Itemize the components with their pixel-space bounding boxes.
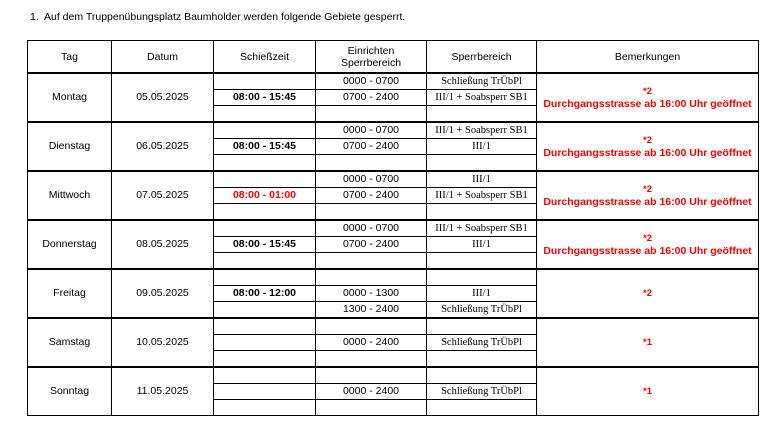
closure-area: III/1 <box>427 171 537 188</box>
firing-time-cell <box>214 400 316 416</box>
closure-area <box>427 253 537 270</box>
firing-time <box>214 335 316 351</box>
firing-time-cell <box>214 269 316 286</box>
remark-code: *1 <box>643 385 652 397</box>
firing-time: 08:00 - 12:00 <box>214 286 316 302</box>
remark-code: *2 <box>643 85 652 97</box>
header-bemerkungen: Bemerkungen <box>537 41 759 74</box>
setup-time <box>316 400 427 416</box>
firing-time: 08:00 - 01:00 <box>214 188 316 204</box>
remark-code: *2 <box>643 232 652 244</box>
setup-time <box>316 155 427 172</box>
day-date: 07.05.2025 <box>112 171 214 220</box>
remark-text: Durchgangsstrasse ab 16:00 Uhr geöffnet <box>543 244 752 257</box>
firing-time-cell <box>214 351 316 368</box>
setup-time: 0000 - 2400 <box>316 335 427 351</box>
firing-time-cell <box>214 367 316 384</box>
remark-code: *2 <box>643 134 652 146</box>
day-date: 10.05.2025 <box>112 318 214 367</box>
remark-text: Durchgangsstrasse ab 16:00 Uhr geöffnet <box>543 97 752 110</box>
remark-text: Durchgangsstrasse ab 16:00 Uhr geöffnet <box>543 146 752 159</box>
header-sperrbereich: Sperrbereich <box>427 41 537 74</box>
remark-cell <box>537 122 759 171</box>
day-name: Montag <box>28 73 112 122</box>
firing-time-cell <box>214 155 316 172</box>
setup-time: 0700 - 2400 <box>316 139 427 155</box>
firing-time-cell <box>214 302 316 319</box>
setup-time <box>316 204 427 221</box>
closure-area: Schließung TrÜbPl <box>427 73 537 90</box>
setup-time: 0000 - 0700 <box>316 171 427 188</box>
firing-time-cell <box>214 253 316 270</box>
remark-code: *2 <box>643 287 652 299</box>
closure-table <box>27 40 759 416</box>
table-row <box>28 73 759 90</box>
remark-cell <box>537 220 759 269</box>
firing-time: 08:00 - 15:45 <box>214 90 316 106</box>
setup-time <box>316 106 427 123</box>
closure-area <box>427 351 537 368</box>
table-row <box>28 269 759 286</box>
remark-cell <box>537 171 759 220</box>
intro-text: Auf dem Truppenübungsplatz Baumholder werden folgende Gebiete gesperrt. <box>44 11 406 23</box>
firing-time: 08:00 - 15:45 <box>214 139 316 155</box>
setup-time: 0700 - 2400 <box>316 188 427 204</box>
day-date: 06.05.2025 <box>112 122 214 171</box>
setup-time <box>316 351 427 368</box>
day-name: Dienstag <box>28 122 112 171</box>
remark-cell <box>537 73 759 122</box>
setup-time: 0000 - 0700 <box>316 122 427 139</box>
closure-area: III/1 + Soabsperr SB1 <box>427 220 537 237</box>
closure-area: III/1 <box>427 286 537 302</box>
day-name: Donnerstag <box>28 220 112 269</box>
closure-area <box>427 106 537 123</box>
closure-area <box>427 204 537 221</box>
day-name: Mittwoch <box>28 171 112 220</box>
firing-time-cell <box>214 204 316 221</box>
closure-area <box>427 318 537 335</box>
remark-cell <box>537 367 759 416</box>
firing-time-cell <box>214 171 316 188</box>
table-row <box>28 122 759 139</box>
header-einrichten-line2: Sperrbereich <box>340 56 402 69</box>
setup-time: 0700 - 2400 <box>316 90 427 106</box>
day-date: 09.05.2025 <box>112 269 214 318</box>
closure-area <box>427 155 537 172</box>
setup-time: 0000 - 0700 <box>316 220 427 237</box>
day-date: 11.05.2025 <box>112 367 214 416</box>
header-tag: Tag <box>28 41 112 74</box>
closure-area: Schließung TrÜbPl <box>427 302 537 319</box>
firing-time: 08:00 - 15:45 <box>214 237 316 253</box>
closure-area: III/1 <box>427 237 537 253</box>
firing-time-cell <box>214 106 316 123</box>
day-date: 08.05.2025 <box>112 220 214 269</box>
setup-time: 0000 - 1300 <box>316 286 427 302</box>
closure-area: III/1 + Soabsperr SB1 <box>427 188 537 204</box>
header-einrichten <box>316 41 427 74</box>
closure-area: III/1 + Soabsperr SB1 <box>427 122 537 139</box>
day-name: Samstag <box>28 318 112 367</box>
closure-area: Schließung TrÜbPl <box>427 335 537 351</box>
firing-time-cell <box>214 318 316 335</box>
firing-time-cell <box>214 122 316 139</box>
table-row <box>28 367 759 384</box>
intro-number: 1. <box>30 11 39 23</box>
setup-time: 1300 - 2400 <box>316 302 427 319</box>
closure-area <box>427 269 537 286</box>
setup-time <box>316 269 427 286</box>
setup-time: 0700 - 2400 <box>316 237 427 253</box>
setup-time <box>316 367 427 384</box>
closure-area <box>427 400 537 416</box>
firing-time <box>214 384 316 400</box>
closure-area: III/1 <box>427 139 537 155</box>
day-date: 05.05.2025 <box>112 73 214 122</box>
remark-code: *1 <box>643 336 652 348</box>
table-row <box>28 171 759 188</box>
firing-time-cell <box>214 220 316 237</box>
remark-cell <box>537 269 759 318</box>
setup-time <box>316 318 427 335</box>
closure-area: Schließung TrÜbPl <box>427 384 537 400</box>
remark-cell <box>537 318 759 367</box>
table-row <box>28 220 759 237</box>
setup-time: 0000 - 0700 <box>316 73 427 90</box>
day-name: Freitag <box>28 269 112 318</box>
firing-time-cell <box>214 73 316 90</box>
closure-area <box>427 367 537 384</box>
header-datum: Datum <box>112 41 214 74</box>
intro-line <box>30 11 405 23</box>
header-row <box>28 41 759 74</box>
setup-time: 0000 - 2400 <box>316 384 427 400</box>
header-einrichten-line1: Einrichten <box>347 44 395 57</box>
table-row <box>28 318 759 335</box>
remark-code: *2 <box>643 183 652 195</box>
header-schiesszeit: Schießzeit <box>214 41 316 74</box>
closure-area: III/1 + Soabsperr SB1 <box>427 90 537 106</box>
remark-text: Durchgangsstrasse ab 16:00 Uhr geöffnet <box>543 195 752 208</box>
setup-time <box>316 253 427 270</box>
table-body <box>28 73 759 416</box>
day-name: Sonntag <box>28 367 112 416</box>
